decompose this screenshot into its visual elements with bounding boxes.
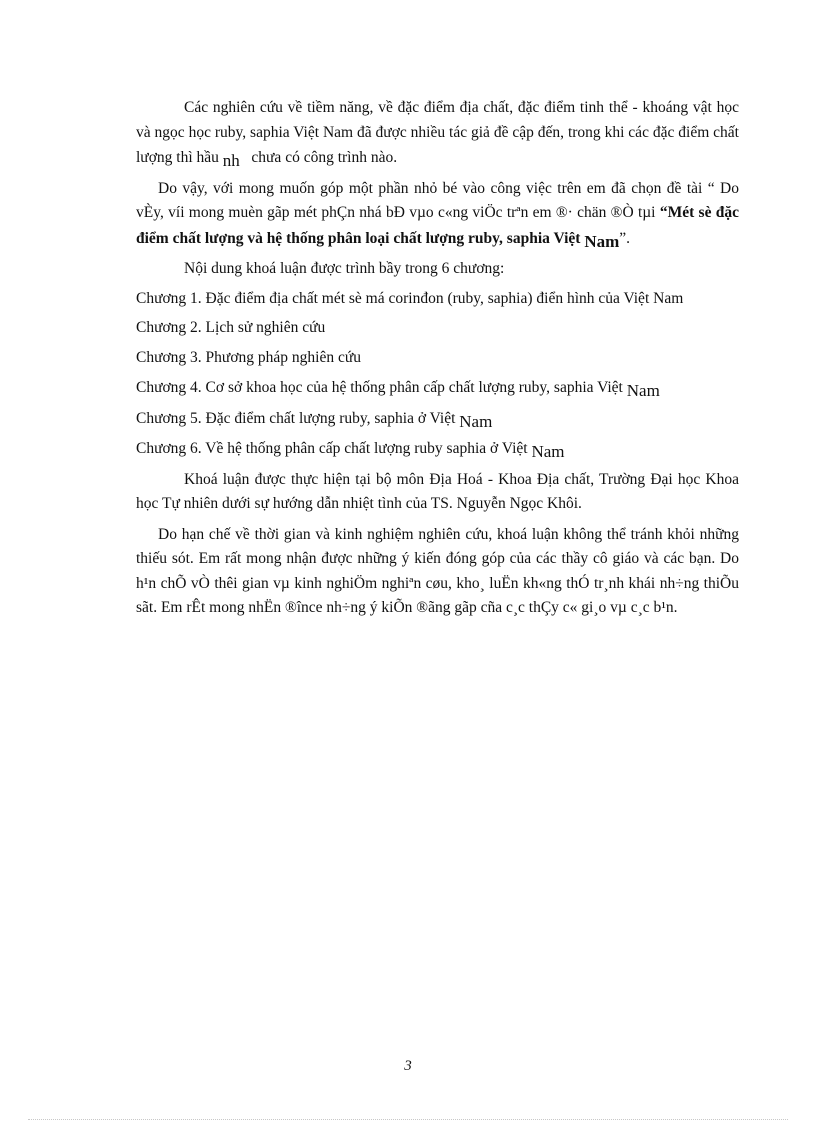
chapter-subscript: Nam xyxy=(626,381,660,400)
paragraph-tail: ”. xyxy=(619,229,631,247)
page-bottom-divider xyxy=(28,1119,788,1120)
paragraph-topic xyxy=(136,177,739,252)
subscript-fragment: nh xyxy=(222,151,240,170)
paragraph-acknowledgement: Khoá luận được thực hiện tại bộ môn Địa Hoá - Khoa Địa chất, Trường Đại học Khoa học Tự nhiên dưới sự hướng dẫn nhiệt tình của TS. Nguyễn Ngọc Khôi. xyxy=(136,470,739,512)
chapter-list xyxy=(136,287,739,462)
chapter-label: Chương 1. Đặc điểm địa chất mét sè má corinđon (ruby, saphia) điển hình của Việt Nam xyxy=(136,289,684,307)
paragraph-text: Các nghiên cứu về tiềm năng, về đặc điểm địa chất, đặc điểm tinh thể - khoáng vật học và ngọc học ruby, saphia Việt Nam đã được nhiều tác giả đề cập đến, trong khi các đặc điểm chất lượng thì hầu xyxy=(136,99,739,166)
chapter-item-6 xyxy=(136,436,739,462)
paragraph-research-intro xyxy=(136,96,739,171)
page-number: 3 xyxy=(404,1058,412,1074)
thesis-title: “Mét sè đặc điểm chất lượng và hệ thống phân loại chất lượng ruby, saphia Việt xyxy=(136,204,740,247)
chapter-item-5 xyxy=(136,406,739,432)
paragraph-text: Do vậy, với mong muốn góp một phần nhỏ bé vào công việc trên em đã chọn đề tài “ Do vÈy, víi mong muèn gãp mét phÇn nhá bÐ vµo c«ng viÖc trªn em ®· chän ®Ò tµi xyxy=(136,179,739,221)
chapter-label: Chương 2. Lịch sử nghiên cứu xyxy=(136,319,326,336)
chapter-subscript: Nam xyxy=(531,442,565,461)
chapter-item-3 xyxy=(136,346,739,371)
chapter-label: Chương 5. Đặc điểm chất lượng ruby, saphia ở Việt xyxy=(136,409,456,427)
chapter-label: Chương 3. Phương pháp nghiên cứu xyxy=(136,348,361,366)
chapter-label: Chương 6. Về hệ thống phân cấp chất lượng ruby saphia ở Việt xyxy=(136,440,528,457)
paragraph-closing: Do hạn chế về thời gian và kinh nghiệm nghiên cứu, khoá luận không thể tránh khỏi những thiếu sót. Em rất mong nhận được những ý kiến đóng góp của các thầy cô giáo và các bạn. Do h¹n chÕ vÒ thêi gian vµ kinh nghiÖm nghiªn cøu, kho¸ luËn kh«ng thÓ tr¸nh khái nh÷ng thiÕu sãt. Em rÊt mong nhËn ®înce nh÷ng ý kiÕn ®ãng gãp cña c¸c thÇy c« gi¸o vµ c¸c b¹n. xyxy=(136,525,739,616)
chapter-subscript: Nam xyxy=(459,411,493,431)
page-content xyxy=(136,96,739,621)
chapter-item-1 xyxy=(136,287,739,312)
paragraph-contents-intro: Nội dung khoá luận được trình bầy trong 6 chương: xyxy=(184,260,505,277)
thesis-title-subscript: Nam xyxy=(584,231,620,251)
chapter-item-2 xyxy=(136,316,739,341)
paragraph-tail: chưa có công trình nào. xyxy=(251,149,398,166)
chapter-label: Chương 4. Cơ sở khoa học của hệ thống phân cấp chất lượng ruby, saphia Việt xyxy=(136,379,623,396)
chapter-item-4 xyxy=(136,375,739,401)
